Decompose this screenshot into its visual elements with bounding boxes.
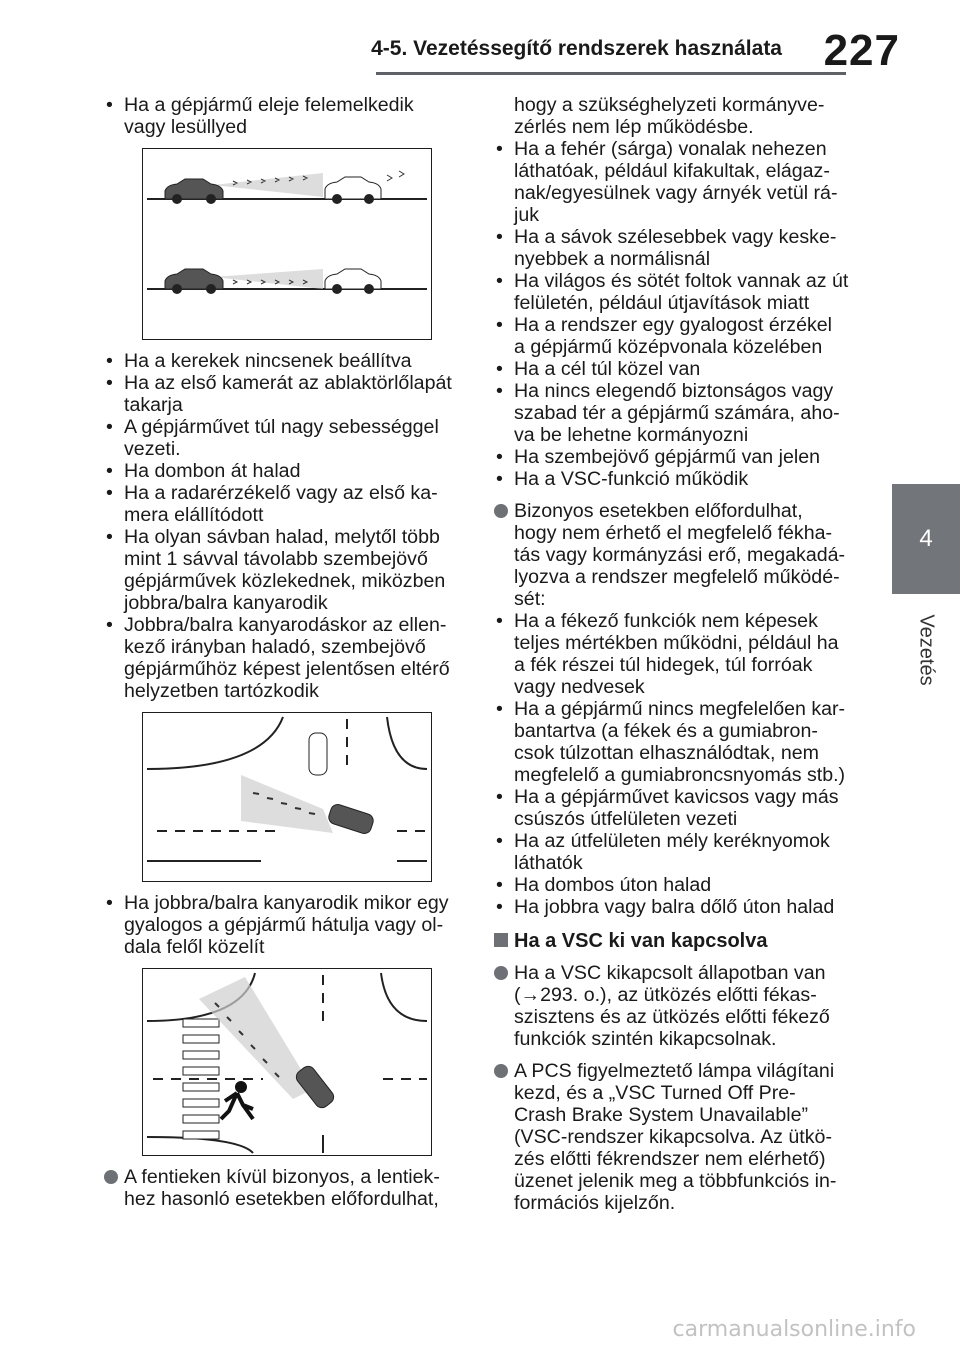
bullet-item [494,786,858,830]
text-line: • Ha olyan sávban halad, melytől több [124,526,440,548]
text-line: mint 1 sávval távolabb szembejövő [124,548,428,570]
bullet-item [104,350,466,372]
bullet-item [104,482,466,526]
text-line: kező irányban haladó, szembejövő [124,636,426,658]
circle-bullet-icon [494,1064,508,1078]
bullet-list [494,138,858,490]
text-line: Crash Brake System Unavailable” [514,1104,809,1126]
text-line: tás vagy kormányzási erő, megakadá- [514,544,846,566]
text-line: helyzetben tartózkodik [124,680,319,702]
text-line: formációs kijelzőn. [514,1192,676,1214]
bullet-item [104,416,466,460]
bullet-list [104,350,466,702]
section-heading: Ha a VSC ki van kapcsolva [494,930,858,952]
bullet-item [104,614,466,702]
text-line: • Ha jobbra/balra kanyarodik mikor egy [124,892,449,914]
text-line: • Ha a gépjármű eleje felemelkedik [124,94,414,116]
section-title: 4-5. Vezetéssegítő rendszerek használata [371,37,782,60]
bullet-item [494,468,858,490]
text-line: • Ha az útfelületen mély keréknyomok [514,830,830,852]
bullet-item [494,358,858,380]
note [494,1060,858,1214]
text-line: Ha a VSC kikapcsolt állapotban van [514,962,826,984]
text-line: • Ha a fehér (sárga) vonalak nehezen [514,138,827,160]
bullet-list [494,610,858,918]
text-line: dala felől közelít [124,936,265,958]
text-line: • Ha a fékező funkciók nem képesek [514,610,818,632]
lower-road-scene [147,269,427,294]
bullet-item [494,610,858,698]
text-line: üzenet jelenik meg a többfunkciós in- [514,1170,837,1192]
text-line: vagy lesüllyed [124,116,248,138]
text-line: gépjárműhöz képest jelentősen eltérő [124,658,450,680]
note [494,962,858,1050]
text-line: A PCS figyelmeztető lámpa világítani [514,1060,835,1082]
text-line: • Ha a cél túl közel van [514,358,701,380]
figure-oncoming-turn [142,712,432,882]
text-line: • Ha a gépjárművet kavicsos vagy más [514,786,839,808]
bullet-item [494,380,858,446]
text-line: va be lehetne kormányozni [514,424,749,446]
bullet-item [494,270,858,314]
page-number: 227 [823,26,900,75]
text-line: teljes mértékben működni, például ha [514,632,839,654]
circle-bullet-icon [494,504,508,518]
oncoming-car-icon [309,733,327,775]
text-line: vezeti. [124,438,181,460]
text-line: • Jobbra/balra kanyarodáskor az ellen- [124,614,447,636]
bullet-item [494,446,858,468]
text-line: hez hasonló esetekben előfordulhat, [124,1188,439,1210]
bullet-item [494,314,858,358]
text-line: zés előtti fékrendszer nem elérhető) [514,1148,826,1170]
circle-bullet-icon [494,966,508,980]
circle-bullet-icon [104,1170,118,1184]
text-line: • A gépjárművet túl nagy sebességgel [124,416,439,438]
text-line: • Ha a radarérzékelő vagy az első ka- [124,482,438,504]
text-line: lyozva a rendszer megfelelő működé- [514,566,840,588]
bullet-item [494,226,858,270]
text-line: gépjárművek közlekednek, miközben [124,570,446,592]
text-line: csok túlzottan elhasználódtak, nem [514,742,819,764]
text-line: a fék részei túl hidegek, túl forróak [514,654,813,676]
text-line: mera elállítódott [124,504,264,526]
chapter-label: Vezetés [915,614,938,686]
text-line: bantartva (a fékek és a gumiabron- [514,720,818,742]
text-line: csúszós útfelületen vezeti [514,808,738,830]
pedestrian-icon [221,1081,253,1119]
text-line: • Ha szembejövő gépjármű van jelen [514,446,821,468]
bullet-item [104,460,466,482]
text-line: • Ha az első kamerát az ablaktörlőlapát [124,372,452,394]
turning-car-icon [327,803,375,836]
bullet-item [494,698,858,786]
header-rule [376,72,846,75]
bullet-item [104,94,466,138]
note [494,500,858,610]
text-line: láthatók [514,852,583,874]
car-icon [165,179,223,204]
text-line: Bizonyos esetekben előfordulhat, [514,500,803,522]
text-line: szabad tér a gépjármű számára, aho- [514,402,840,424]
text-line: gyalogos a gépjármű hátulja vagy ol- [124,914,444,936]
bullet-item [494,874,858,896]
text-line: sét: [514,588,546,610]
text-line: megfelelő a gumiabroncsnyomás stb.) [514,764,846,786]
car-icon [165,269,223,294]
text-line: • Ha világos és sötét foltok vannak az út [514,270,849,292]
chapter-number: 4 [919,525,933,552]
watermark: carmanualsonline.info [672,1317,916,1342]
chapter-tab[interactable] [892,484,960,594]
continued-text [494,94,858,138]
text-line: (→293. o.), az ütközés előtti fékas- [514,984,817,1006]
text-line: • Ha dombon át halad [124,460,301,482]
bullet-item [104,892,466,958]
text-line: nyebbek a normálisnál [514,248,711,270]
text-line: • Ha dombos úton halad [514,874,712,896]
text-line: • Ha nincs elegendő biztonságos vagy [514,380,834,402]
text-line: A fentieken kívül bizonyos, a lentiek- [124,1166,440,1188]
text-line: zérlés nem lép működésbe. [514,116,754,138]
text-line: • Ha a sávok szélesebbek vagy keske- [514,226,837,248]
text-line: (VSC-rendszer kikapcsolva. Az ütkö- [514,1126,832,1148]
text-line: juk [514,204,540,226]
text-line: hogy a szükséghelyzeti kormányve- [514,94,825,116]
text-line: szisztens és az ütközés előtti fékező [514,1006,830,1028]
bullet-item [494,138,858,226]
right-column [494,94,858,1214]
bullet-item [104,526,466,614]
text-line: nak/egyesülnek vagy árnyék vetül rá- [514,182,838,204]
bullet-item [104,372,466,416]
upper-road-scene [147,171,427,204]
text-line: felületén, például útjavítások miatt [514,292,810,314]
text-line: takarja [124,394,183,416]
text-line: a gépjármű középvonala közelében [514,336,823,358]
text-line: jobbra/balra kanyarodik [124,592,328,614]
text-line: hogy nem érhető el megfelelő fékha- [514,522,833,544]
text-line: • Ha a gépjármű nincs megfelelően kar- [514,698,846,720]
text-line: • Ha a VSC-funkció működik [514,468,749,490]
figure-pedestrian-turn [142,968,432,1156]
text-line: láthatóak, például kifakultak, elágaz- [514,160,830,182]
square-bullet-icon [494,933,508,947]
text-line: vagy nedvesek [514,676,645,698]
left-column [104,94,466,1210]
text-line: • Ha a rendszer egy gyalogost érzékel [514,314,833,336]
text-line: • Ha a kerekek nincsenek beállítva [124,350,412,372]
text-line: • Ha jobbra vagy balra dőlő úton halad [514,896,835,918]
bullet-item [494,830,858,874]
note [104,1166,466,1210]
figure-vehicle-pitch [142,148,432,340]
text-line: kezd, és a „VSC Turned Off Pre- [514,1082,796,1104]
text-line: funkciók szintén kikapcsolnak. [514,1028,777,1050]
bullet-item [494,896,858,918]
lead-car-icon [325,269,381,294]
